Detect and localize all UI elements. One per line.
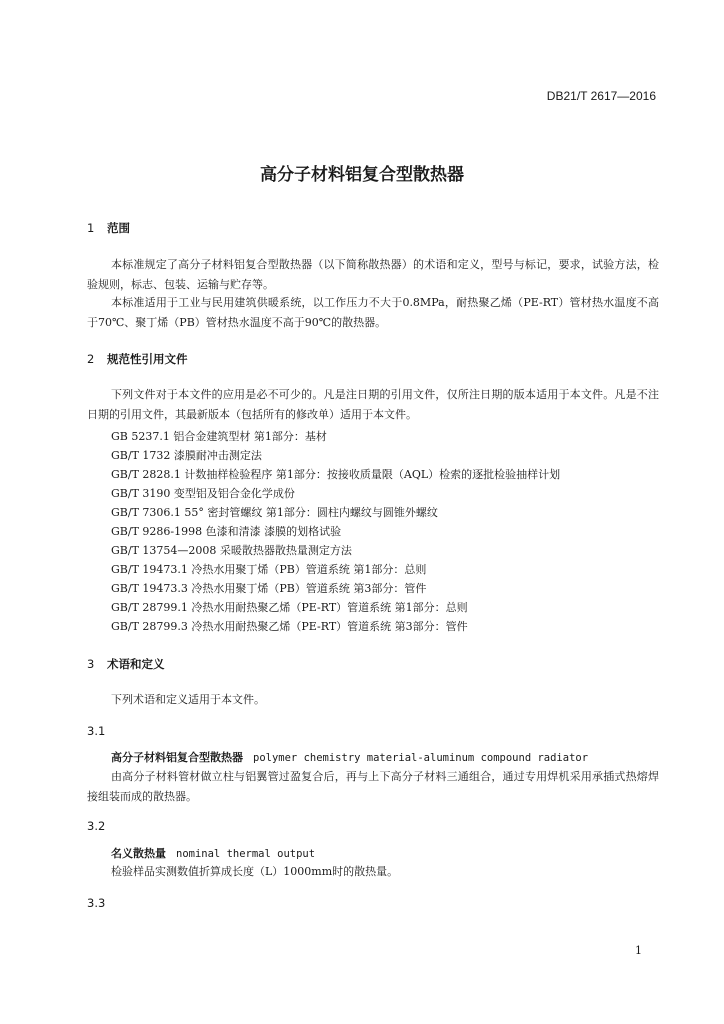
- reference-item: GB/T 3190 变型铝及铝合金化学成份: [111, 487, 295, 500]
- page-number: 1: [635, 944, 642, 957]
- reference-item: GB/T 7306.1 55° 密封管螺纹 第1部分：圆柱内螺纹与圆锥外螺纹: [111, 506, 438, 519]
- section-2-heading: [87, 351, 188, 367]
- reference-item: GB 5237.1 铝合金建筑型材 第1部分：基材: [111, 430, 327, 443]
- section-title: 规范性引用文件: [107, 352, 188, 366]
- term-definition: 检验样品实测数值折算成长度（L）1000mm时的散热量。: [111, 865, 399, 878]
- reference-item: GB/T 28799.3 冷热水用耐热聚乙烯（PE-RT）管道系统 第3部分：管件: [111, 620, 468, 633]
- section-number: 3: [87, 657, 95, 671]
- reference-item: GB/T 19473.3 冷热水用聚丁烯（PB）管道系统 第3部分：管件: [111, 582, 427, 595]
- section-number: 2: [87, 352, 95, 366]
- term-heading: [111, 844, 315, 864]
- term-heading: [111, 748, 588, 768]
- document-title: 高分子材料铝复合型散热器: [260, 165, 464, 185]
- section-2-intro: 下列文件对于本文件的应用是必不可少的。凡是注日期的引用文件，仅所注日期的版本适用于本文件。凡是不注日期的引用文件，其最新版本（包括所有的修改单）适用于本文件。: [87, 388, 659, 421]
- term-chinese: 名义散热量: [111, 847, 166, 860]
- term-chinese: 高分子材料铝复合型散热器: [111, 751, 243, 764]
- section-title: 范围: [107, 221, 130, 235]
- section-1-heading: [87, 220, 130, 236]
- section-number: 1: [87, 221, 95, 235]
- standard-code: DB21/T 2617—2016: [546, 89, 656, 103]
- reference-item: GB/T 9286-1998 色漆和清漆 漆膜的划格试验: [111, 525, 342, 538]
- reference-item: GB/T 1732 漆膜耐冲击测定法: [111, 449, 262, 462]
- section-title: 术语和定义: [107, 657, 165, 671]
- reference-item: GB/T 28799.1 冷热水用耐热聚乙烯（PE-RT）管道系统 第1部分：总则: [111, 601, 468, 614]
- reference-item: GB/T 13754—2008 采暖散热器散热量测定方法: [111, 544, 352, 557]
- section-1-paragraph-1: 本标准规定了高分子材料铝复合型散热器（以下简称散热器）的术语和定义，型号与标记，要求，试验方法，检验规则，标志、包装、运输与贮存等。: [87, 258, 659, 291]
- section-1-paragraph-2: 本标准适用于工业与民用建筑供暖系统，以工作压力不大于0.8MPa，耐热聚乙烯（PE-RT）管材热水温度不高于70℃、聚丁烯（PB）管材热水温度不高于90℃的散热器。: [87, 296, 659, 329]
- section-3-heading: [87, 656, 165, 672]
- reference-item: GB/T 19473.1 冷热水用聚丁烯（PB）管道系统 第1部分：总则: [111, 563, 427, 576]
- term-english: polymer chemistry material-aluminum compound radiator: [253, 752, 589, 764]
- term-number: 3.1: [87, 724, 106, 738]
- term-english: nominal thermal output: [176, 848, 316, 860]
- section-3-intro: 下列术语和定义适用于本文件。: [111, 693, 265, 706]
- term-definition: 由高分子材料管材做立柱与铝翼管过盈复合后，再与上下高分子材料三通组合，通过专用焊机采用承插式热熔焊接组装而成的散热器。: [87, 770, 659, 803]
- term-number: 3.3: [87, 896, 106, 910]
- reference-item: GB/T 2828.1 计数抽样检验程序 第1部分：按接收质量限（AQL）检索的逐批检验抽样计划: [111, 468, 561, 481]
- term-number: 3.2: [87, 819, 106, 833]
